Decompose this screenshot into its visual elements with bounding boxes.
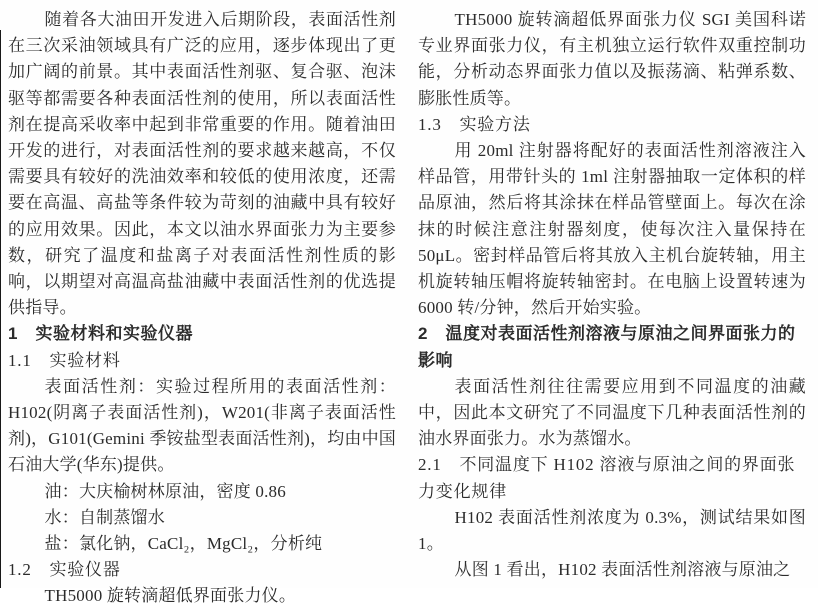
surfactants-paragraph: 表面活性剂：实验过程所用的表面活性剂：H102(阴离子表面活性剂)，W201(非离子表面活性剂)，G101(Gemini 季铵盐型表面活性剂)，均由中国石油大学(华东)提供。 xyxy=(8,376,397,475)
water-line: 水：自制蒸馏水 xyxy=(44,507,165,527)
section-1-1-heading: 1.1 实验材料 xyxy=(8,350,121,370)
intro-paragraph: 随着各大油田开发进入后期阶段，表面活性剂在三次采油领域具有广泛的应用，逐步体现出了更加广阔的前景。其中表面活性剂驱、复合驱、泡沫驱等都需要各种表面活性剂的使用，所以表面活性剂在提高采收率中起到非常重要的作用。随着油田开发的进行，对表面活性剂的要求越来越高，不仅需要具有较好的洗油效率和较低的使用浓度，还需要在高温、高盐等条件较为苛刻的油藏中具有较好的应用效果。因此，本文以油水界面张力为主要参数，研究了温度和盐离子对表面活性剂性质的影响，以期望对高温高盐油藏中表面活性剂的优选提供指导。 xyxy=(8,10,396,318)
method-paragraph: 用 20ml 注射器将配好的表面活性剂溶液注入样品管，用带针头的 1ml 注射器抽取一定体积的样品原油，然后将其涂抹在样品管壁面上。每次在涂抹的时候注意注射器刻度，使每次注入量保持在 50μL。密封样品管后将其放入主机台旋转轴，用主机旋转轴压帽将旋转轴密封。在电脑上设置转速为 6000 转/分钟，然后开始实验。 xyxy=(418,141,806,318)
section-1-2-heading: 1.2 实验仪器 xyxy=(8,560,121,580)
section-1-heading: 1 实验材料和实验仪器 xyxy=(8,324,193,344)
section-2-heading: 2 温度对表面活性剂溶液与原油之间界面张力的影响 xyxy=(418,324,796,370)
h102-concentration-paragraph: H102 表面活性剂浓度为 0.3%，测试结果如图 1。 xyxy=(418,507,806,554)
right-column xyxy=(418,7,806,588)
section-2-1-heading: 2.1 不同温度下 H102 溶液与原油之间的界面张力变化规律 xyxy=(418,455,796,501)
left-column xyxy=(8,7,397,606)
instrument-paragraph: TH5000 旋转滴超低界面张力仪 SGI 美国科诺专业界面张力仪，有主机独立运行软件双重控制功能，分析动态界面张力值以及振荡滴、粘弹系数、膨胀性质等。 xyxy=(418,10,806,108)
figure1-observation-paragraph: 从图 1 看出，H102 表面活性剂溶液与原油之 xyxy=(454,560,791,580)
scan-edge-artifact xyxy=(0,30,1,588)
oil-line: 油：大庆榆树林原油，密度 0.86 xyxy=(44,481,286,501)
instrument-line: TH5000 旋转滴超低界面张力仪。 xyxy=(44,586,297,606)
salt-line: 盐：氯化钠，CaCl₂，MgCl₂，分析纯 xyxy=(44,534,323,554)
section-1-3-heading: 1.3 实验方法 xyxy=(418,114,531,134)
temperature-intro-paragraph: 表面活性剂往往需要应用到不同温度的油藏中，因此本文研究了不同温度下几种表面活性剂的油水界面张力。水为蒸馏水。 xyxy=(418,376,806,449)
